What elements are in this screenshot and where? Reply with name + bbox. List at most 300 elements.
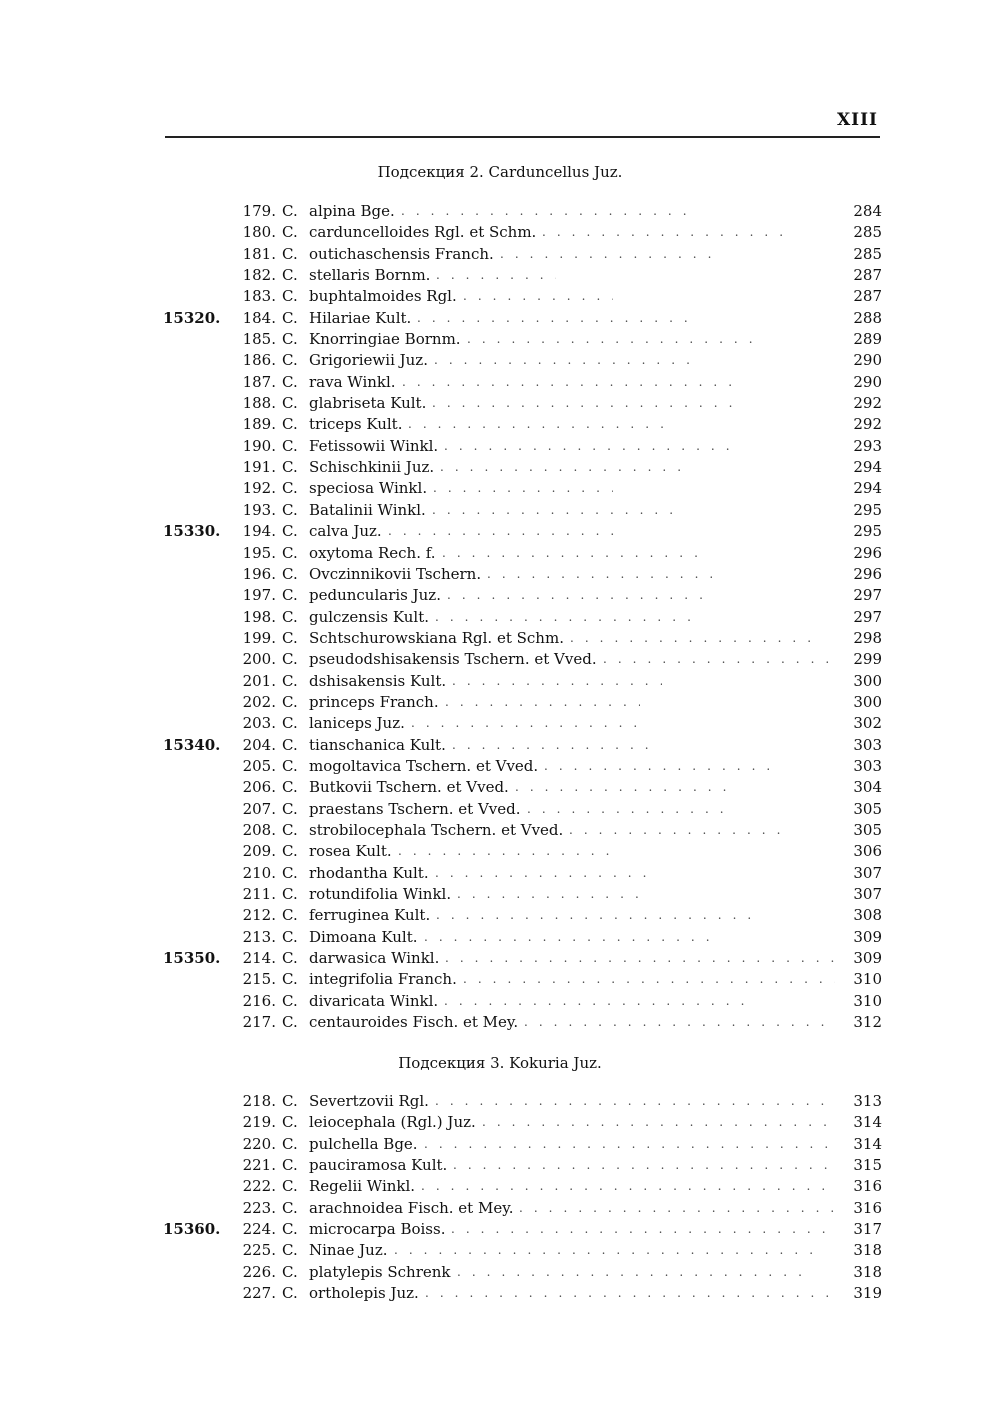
genus-abbrev: C. bbox=[282, 735, 298, 754]
species-name: mogoltavica Tschern. et Vved. bbox=[309, 756, 539, 775]
page-ref: 318 bbox=[853, 1262, 882, 1281]
genus-abbrev: C. bbox=[282, 1198, 298, 1217]
section2-entries bbox=[0, 201, 1000, 1033]
species-name: Knorringiae Bornm. bbox=[309, 330, 461, 349]
genus-abbrev: C. bbox=[282, 1241, 298, 1260]
dot-leader bbox=[434, 350, 694, 371]
species-name: glabriseta Kult. bbox=[309, 394, 427, 413]
page-ref: 303 bbox=[853, 735, 882, 754]
dot-leader bbox=[603, 649, 835, 670]
entry-number: 186. bbox=[242, 351, 276, 370]
dot-leader bbox=[457, 884, 647, 905]
dot-leader bbox=[447, 585, 709, 606]
entry-number: 212. bbox=[242, 906, 276, 925]
list-item bbox=[0, 649, 1000, 670]
species-name: triceps Kult. bbox=[309, 415, 403, 434]
page-ref: 295 bbox=[853, 522, 882, 541]
species-name: darwasica Winkl. bbox=[309, 949, 440, 968]
entry-number: 217. bbox=[242, 1013, 276, 1032]
dot-leader bbox=[444, 991, 754, 1012]
entry-number: 220. bbox=[242, 1134, 276, 1153]
list-item bbox=[0, 756, 1000, 777]
genus-abbrev: C. bbox=[282, 799, 298, 818]
genus-abbrev: C. bbox=[282, 671, 298, 690]
species-name: Butkovii Tschern. et Vved. bbox=[309, 778, 509, 797]
page-ref: 313 bbox=[853, 1092, 882, 1110]
page-ref: 316 bbox=[853, 1198, 882, 1217]
species-name: ortholepis Juz. bbox=[309, 1284, 419, 1303]
dot-leader bbox=[432, 500, 672, 521]
genus-abbrev: C. bbox=[282, 970, 298, 989]
dot-leader bbox=[544, 756, 769, 777]
entry-number: 180. bbox=[242, 223, 276, 242]
page-ref: 305 bbox=[853, 799, 882, 818]
list-item bbox=[0, 969, 1000, 990]
page-ref: 314 bbox=[853, 1113, 882, 1132]
page-ref: 303 bbox=[853, 756, 882, 775]
genus-abbrev: C. bbox=[282, 266, 298, 285]
page-ref: 314 bbox=[853, 1134, 882, 1153]
species-name: Fetissowii Winkl. bbox=[309, 436, 439, 455]
page-ref: 288 bbox=[853, 308, 882, 327]
dot-leader bbox=[482, 1112, 835, 1133]
list-item bbox=[0, 1283, 1000, 1304]
page-ref: 284 bbox=[853, 202, 882, 220]
entry-number: 192. bbox=[242, 479, 276, 498]
entry-number: 200. bbox=[242, 650, 276, 669]
species-name: speciosa Winkl. bbox=[309, 479, 428, 498]
species-name: laniceps Juz. bbox=[309, 714, 405, 733]
list-item bbox=[0, 543, 1000, 564]
page-ref: 308 bbox=[853, 906, 882, 925]
page-ref: 317 bbox=[853, 1220, 882, 1239]
genus-abbrev: C. bbox=[282, 436, 298, 455]
dot-leader bbox=[436, 265, 556, 286]
page-ref: 298 bbox=[853, 628, 882, 647]
species-name: Schischkinii Juz. bbox=[309, 458, 435, 477]
list-item bbox=[0, 1262, 1000, 1283]
genus-abbrev: C. bbox=[282, 372, 298, 391]
entry-number: 209. bbox=[242, 842, 276, 861]
dot-leader bbox=[398, 841, 613, 862]
species-name: Ninae Juz. bbox=[309, 1241, 388, 1260]
species-name: pseudodshisakensis Tschern. et Vved. bbox=[309, 650, 597, 669]
page-ref: 312 bbox=[853, 1013, 882, 1032]
dot-leader bbox=[433, 478, 613, 499]
species-name: Dimoana Kult. bbox=[309, 927, 418, 946]
page-ref: 302 bbox=[853, 714, 882, 733]
species-name: alpina Bge. bbox=[309, 202, 395, 220]
genus-abbrev: C. bbox=[282, 756, 298, 775]
dot-leader bbox=[444, 436, 729, 457]
entry-number: 198. bbox=[242, 607, 276, 626]
dot-leader bbox=[445, 948, 835, 969]
list-item bbox=[0, 1155, 1000, 1176]
list-item bbox=[0, 841, 1000, 862]
species-name: arachnoidea Fisch. et Mey. bbox=[309, 1198, 514, 1217]
species-name: gulczensis Kult. bbox=[309, 607, 429, 626]
list-item bbox=[0, 948, 1000, 969]
dot-leader bbox=[424, 1134, 835, 1155]
species-name: divaricata Winkl. bbox=[309, 991, 439, 1010]
genus-abbrev: C. bbox=[282, 1134, 298, 1153]
species-name: Ovczinnikovii Tschern. bbox=[309, 564, 482, 583]
genus-abbrev: C. bbox=[282, 394, 298, 413]
list-item bbox=[0, 799, 1000, 820]
dot-leader bbox=[452, 671, 662, 692]
genus-abbrev: C. bbox=[282, 543, 298, 562]
dot-leader bbox=[569, 820, 784, 841]
entry-number: 206. bbox=[242, 778, 276, 797]
list-item bbox=[0, 863, 1000, 884]
genus-abbrev: C. bbox=[282, 308, 298, 327]
genus-abbrev: C. bbox=[282, 1113, 298, 1132]
genus-abbrev: C. bbox=[282, 586, 298, 605]
species-name: leiocephala (Rgl.) Juz. bbox=[309, 1113, 476, 1132]
page-ref: 307 bbox=[853, 885, 882, 903]
dot-leader bbox=[435, 863, 650, 884]
list-item bbox=[0, 884, 1000, 905]
species-name: Grigoriewii Juz. bbox=[309, 351, 428, 370]
species-name: centauroides Fisch. et Mey. bbox=[309, 1013, 519, 1032]
list-item bbox=[0, 393, 1000, 414]
page-ref: 300 bbox=[853, 692, 882, 711]
page-ref: 319 bbox=[853, 1284, 882, 1303]
genus-abbrev: C. bbox=[282, 906, 298, 925]
list-item bbox=[0, 1240, 1000, 1261]
list-item bbox=[0, 713, 1000, 734]
list-item bbox=[0, 671, 1000, 692]
list-item bbox=[0, 607, 1000, 628]
entry-number: 222. bbox=[242, 1177, 276, 1196]
entry-number: 202. bbox=[242, 692, 276, 711]
page-ref: 294 bbox=[853, 458, 882, 477]
list-item bbox=[0, 1176, 1000, 1197]
genus-abbrev: C. bbox=[282, 1220, 298, 1239]
entry-number: 184. bbox=[242, 308, 276, 327]
dot-leader bbox=[445, 692, 640, 713]
entry-number: 219. bbox=[242, 1113, 276, 1132]
dot-leader bbox=[388, 521, 623, 542]
entry-number: 181. bbox=[242, 244, 276, 263]
species-name: pauciramosa Kult. bbox=[309, 1156, 448, 1175]
entry-number: 223. bbox=[242, 1198, 276, 1217]
page-ref: 306 bbox=[853, 842, 882, 861]
page-ref: 294 bbox=[853, 479, 882, 498]
genus-abbrev: C. bbox=[282, 714, 298, 733]
register-code: 15340. bbox=[163, 735, 221, 754]
page-ref: 296 bbox=[853, 564, 882, 583]
dot-leader bbox=[453, 1155, 835, 1176]
species-name: praestans Tschern. et Vved. bbox=[309, 799, 521, 818]
list-item bbox=[0, 1112, 1000, 1133]
section3-entries bbox=[0, 1091, 1000, 1304]
page-ref: 310 bbox=[853, 970, 882, 989]
dot-leader bbox=[432, 393, 732, 414]
list-item bbox=[0, 329, 1000, 350]
list-item bbox=[0, 244, 1000, 265]
page-ref: 307 bbox=[853, 863, 882, 882]
genus-abbrev: C. bbox=[282, 863, 298, 882]
entry-number: 190. bbox=[242, 436, 276, 455]
dot-leader bbox=[542, 222, 782, 243]
list-item bbox=[0, 222, 1000, 243]
entry-number: 214. bbox=[242, 949, 276, 968]
genus-abbrev: C. bbox=[282, 692, 298, 711]
entry-number: 185. bbox=[242, 330, 276, 349]
dot-leader bbox=[570, 628, 820, 649]
list-item bbox=[0, 1134, 1000, 1155]
section3-heading: Подсекция 3. Kokuria Juz. bbox=[398, 1054, 602, 1072]
entry-number: 191. bbox=[242, 458, 276, 477]
entry-number: 204. bbox=[242, 735, 276, 754]
dot-leader bbox=[417, 308, 699, 329]
species-name: platylepis Schrenk bbox=[309, 1262, 451, 1281]
genus-abbrev: C. bbox=[282, 820, 298, 839]
entry-number: 210. bbox=[242, 863, 276, 882]
list-item bbox=[0, 265, 1000, 286]
page-ref: 299 bbox=[853, 650, 882, 669]
species-name: stellaris Bornm. bbox=[309, 266, 431, 285]
dot-leader bbox=[519, 1198, 835, 1219]
dot-leader bbox=[500, 244, 715, 265]
dot-leader bbox=[527, 799, 732, 820]
genus-abbrev: C. bbox=[282, 479, 298, 498]
entry-number: 183. bbox=[242, 287, 276, 306]
genus-abbrev: C. bbox=[282, 1092, 298, 1110]
dot-leader bbox=[394, 1240, 824, 1261]
dot-leader bbox=[425, 1283, 835, 1304]
dot-leader bbox=[435, 607, 700, 628]
genus-abbrev: C. bbox=[282, 1156, 298, 1175]
page-ref: 289 bbox=[853, 330, 882, 349]
entry-number: 218. bbox=[242, 1092, 276, 1110]
page-ref: 290 bbox=[853, 372, 882, 391]
page-ref: 297 bbox=[853, 607, 882, 626]
page-ref: 287 bbox=[853, 266, 882, 285]
genus-abbrev: C. bbox=[282, 351, 298, 370]
species-name: princeps Franch. bbox=[309, 692, 439, 711]
page-ref: 310 bbox=[853, 991, 882, 1010]
list-item bbox=[0, 478, 1000, 499]
species-name: Hilariae Kult. bbox=[309, 308, 412, 327]
species-name: rhodantha Kult. bbox=[309, 863, 429, 882]
species-name: rava Winkl. bbox=[309, 372, 396, 391]
page-ref: 305 bbox=[853, 820, 882, 839]
entry-number: 205. bbox=[242, 756, 276, 775]
species-name: strobilocephala Tschern. et Vved. bbox=[309, 820, 564, 839]
entry-number: 216. bbox=[242, 991, 276, 1010]
entry-number: 197. bbox=[242, 586, 276, 605]
species-name: calva Juz. bbox=[309, 522, 382, 541]
page-ref: 285 bbox=[853, 223, 882, 242]
page-ref: 297 bbox=[853, 586, 882, 605]
species-name: outichaschensis Franch. bbox=[309, 244, 494, 263]
register-code: 15320. bbox=[163, 308, 221, 327]
genus-abbrev: C. bbox=[282, 330, 298, 349]
list-item bbox=[0, 1219, 1000, 1240]
entry-number: 211. bbox=[242, 885, 276, 903]
entry-number: 221. bbox=[242, 1156, 276, 1175]
page-ref: 290 bbox=[853, 351, 882, 370]
species-name: Severtzovii Rgl. bbox=[309, 1092, 429, 1110]
species-name: ferruginea Kult. bbox=[309, 906, 431, 925]
list-item bbox=[0, 820, 1000, 841]
list-item bbox=[0, 564, 1000, 585]
species-name: peduncularis Juz. bbox=[309, 586, 441, 605]
species-name: carduncelloides Rgl. et Schm. bbox=[309, 223, 537, 242]
entry-number: 227. bbox=[242, 1284, 276, 1303]
entry-number: 179. bbox=[242, 202, 276, 220]
list-item bbox=[0, 521, 1000, 542]
register-code: 15360. bbox=[163, 1220, 221, 1239]
dot-leader bbox=[436, 905, 751, 926]
genus-abbrev: C. bbox=[282, 949, 298, 968]
page-ref: 293 bbox=[853, 436, 882, 455]
dot-leader bbox=[451, 1219, 835, 1240]
species-name: microcarpa Boiss. bbox=[309, 1220, 446, 1239]
page-ref: 296 bbox=[853, 543, 882, 562]
register-code: 15330. bbox=[163, 522, 221, 541]
genus-abbrev: C. bbox=[282, 628, 298, 647]
genus-abbrev: C. bbox=[282, 223, 298, 242]
genus-abbrev: C. bbox=[282, 927, 298, 946]
header-rule bbox=[165, 136, 880, 138]
genus-abbrev: C. bbox=[282, 607, 298, 626]
genus-abbrev: C. bbox=[282, 991, 298, 1010]
dot-leader bbox=[467, 329, 762, 350]
section2-heading: Подсекция 2. Carduncellus Juz. bbox=[377, 163, 623, 181]
entry-number: 199. bbox=[242, 628, 276, 647]
species-name: oxytoma Rech. f. bbox=[309, 543, 436, 562]
entry-number: 201. bbox=[242, 671, 276, 690]
genus-abbrev: C. bbox=[282, 244, 298, 263]
species-name: Schtschurowskiana Rgl. et Schm. bbox=[309, 628, 564, 647]
entry-number: 193. bbox=[242, 500, 276, 519]
genus-abbrev: C. bbox=[282, 1177, 298, 1196]
list-item bbox=[0, 500, 1000, 521]
entry-number: 187. bbox=[242, 372, 276, 391]
list-item bbox=[0, 927, 1000, 948]
dot-leader bbox=[524, 1012, 835, 1033]
page-ref: 285 bbox=[853, 244, 882, 263]
entry-number: 207. bbox=[242, 799, 276, 818]
page-ref: 292 bbox=[853, 394, 882, 413]
dot-leader bbox=[435, 1091, 835, 1112]
species-name: integrifolia Franch. bbox=[309, 970, 457, 989]
entry-number: 188. bbox=[242, 394, 276, 413]
genus-abbrev: C. bbox=[282, 842, 298, 861]
dot-leader bbox=[463, 286, 613, 307]
dot-leader bbox=[442, 543, 697, 564]
entry-number: 215. bbox=[242, 970, 276, 989]
list-item bbox=[0, 350, 1000, 371]
page-ref: 304 bbox=[853, 778, 882, 797]
list-item bbox=[0, 436, 1000, 457]
entry-number: 208. bbox=[242, 820, 276, 839]
genus-abbrev: C. bbox=[282, 564, 298, 583]
species-name: rosea Kult. bbox=[309, 842, 392, 861]
entry-number: 196. bbox=[242, 564, 276, 583]
genus-abbrev: C. bbox=[282, 1284, 298, 1303]
entry-number: 225. bbox=[242, 1241, 276, 1260]
genus-abbrev: C. bbox=[282, 778, 298, 797]
dot-leader bbox=[408, 414, 673, 435]
species-name: buphtalmoides Rgl. bbox=[309, 287, 457, 306]
species-name: pulchella Bge. bbox=[309, 1134, 418, 1153]
page-ref: 292 bbox=[853, 415, 882, 434]
species-name: tianschanica Kult. bbox=[309, 735, 446, 754]
list-item bbox=[0, 1198, 1000, 1219]
dot-leader bbox=[463, 969, 835, 990]
page-ref: 309 bbox=[853, 949, 882, 968]
species-name: Batalinii Winkl. bbox=[309, 500, 426, 519]
list-item bbox=[0, 414, 1000, 435]
page-number: XIII bbox=[836, 110, 878, 130]
dot-leader bbox=[411, 713, 641, 734]
dot-leader bbox=[452, 735, 657, 756]
list-item bbox=[0, 905, 1000, 926]
list-item bbox=[0, 1012, 1000, 1033]
list-item bbox=[0, 991, 1000, 1012]
list-item bbox=[0, 308, 1000, 329]
dot-leader bbox=[401, 201, 686, 222]
page-ref: 318 bbox=[853, 1241, 882, 1260]
list-item bbox=[0, 1091, 1000, 1112]
page-ref: 315 bbox=[853, 1156, 882, 1175]
list-item bbox=[0, 201, 1000, 222]
entry-number: 189. bbox=[242, 415, 276, 434]
genus-abbrev: C. bbox=[282, 650, 298, 669]
entry-number: 224. bbox=[242, 1220, 276, 1239]
dot-leader bbox=[515, 777, 735, 798]
page-ref: 295 bbox=[853, 500, 882, 519]
list-item bbox=[0, 628, 1000, 649]
list-item bbox=[0, 457, 1000, 478]
list-item bbox=[0, 372, 1000, 393]
register-code: 15350. bbox=[163, 949, 221, 968]
dot-leader bbox=[440, 457, 685, 478]
dot-leader bbox=[421, 1176, 835, 1197]
genus-abbrev: C. bbox=[282, 522, 298, 541]
genus-abbrev: C. bbox=[282, 202, 298, 220]
list-item bbox=[0, 777, 1000, 798]
entry-number: 213. bbox=[242, 927, 276, 946]
page-ref: 300 bbox=[853, 671, 882, 690]
page-ref: 316 bbox=[853, 1177, 882, 1196]
entry-number: 194. bbox=[242, 522, 276, 541]
dot-leader bbox=[424, 927, 719, 948]
genus-abbrev: C. bbox=[282, 885, 298, 903]
genus-abbrev: C. bbox=[282, 500, 298, 519]
entry-number: 203. bbox=[242, 714, 276, 733]
species-name: rotundifolia Winkl. bbox=[309, 885, 452, 903]
entry-number: 182. bbox=[242, 266, 276, 285]
genus-abbrev: C. bbox=[282, 1262, 298, 1281]
genus-abbrev: C. bbox=[282, 1013, 298, 1032]
list-item bbox=[0, 735, 1000, 756]
entry-number: 226. bbox=[242, 1262, 276, 1281]
entry-number: 195. bbox=[242, 543, 276, 562]
list-item bbox=[0, 286, 1000, 307]
dot-leader bbox=[402, 372, 732, 393]
species-name: dshisakensis Kult. bbox=[309, 671, 447, 690]
dot-leader bbox=[487, 564, 712, 585]
list-item bbox=[0, 692, 1000, 713]
list-item bbox=[0, 585, 1000, 606]
genus-abbrev: C. bbox=[282, 287, 298, 306]
page-ref: 309 bbox=[853, 927, 882, 946]
